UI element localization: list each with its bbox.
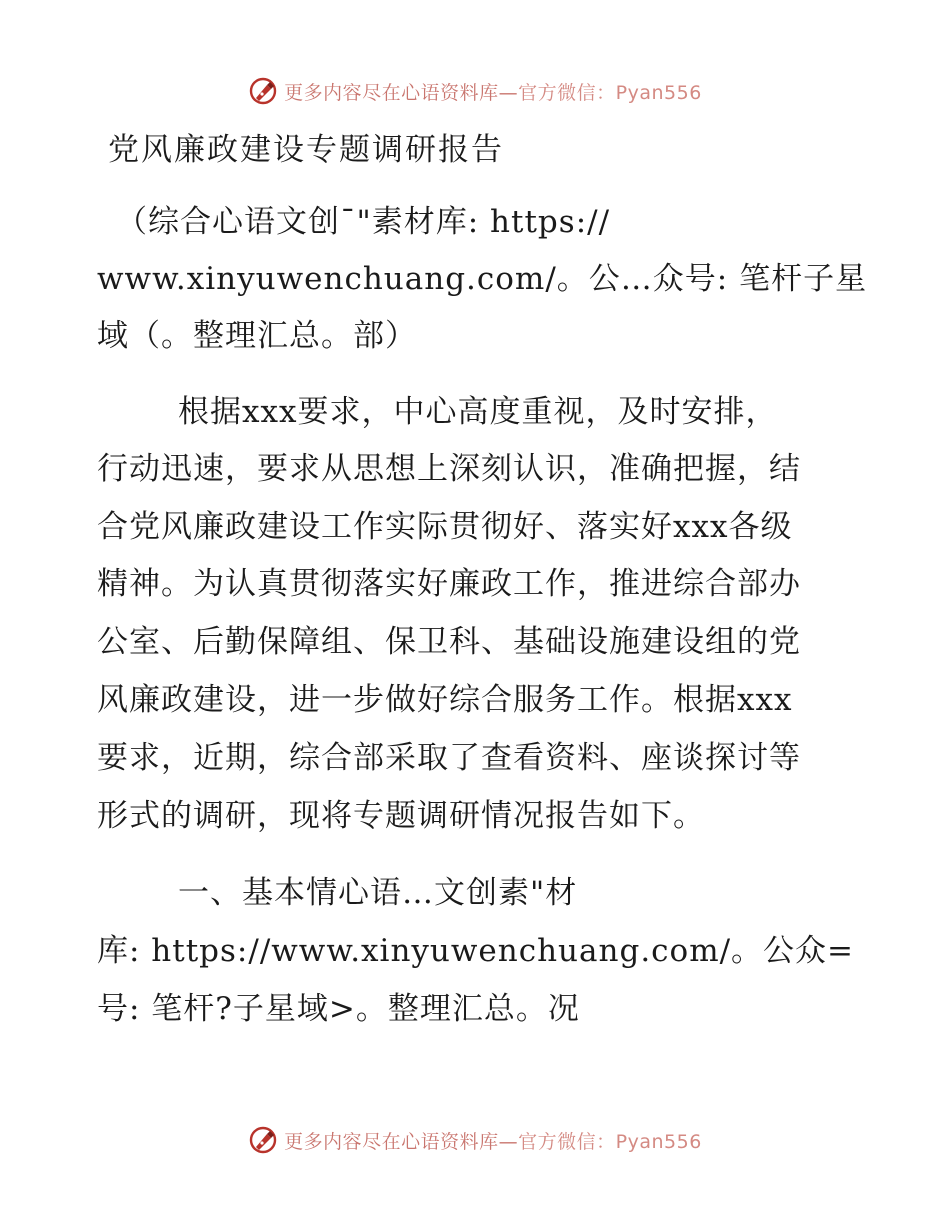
body-line: （综合心语文创¯"素材库: https:// xyxy=(116,204,611,240)
body-line: 形式的调研，现将专题调研情况报告如下。 xyxy=(97,798,705,834)
body-line: 精神。为认真贯彻落实好廉政工作，推进综合部办 xyxy=(97,566,801,602)
body-line: 合党风廉政建设工作实际贯彻好、落实好xxx各级 xyxy=(97,509,793,545)
document-title: 党风廉政建设专题调研报告 xyxy=(108,132,504,168)
body-line: 公室、后勤保障组、保卫科、基础设施建设组的党 xyxy=(97,624,801,660)
section-heading-line: 一、基本情心语…文创素"材 xyxy=(178,875,578,911)
pen-nib-logo-icon xyxy=(248,76,278,106)
footer-watermark-text: 更多内容尽在心语资料库—官方微信：Pyan556 xyxy=(284,1130,702,1153)
body-line: 库: https://www.xinyuwenchuang.com/。公众= xyxy=(97,933,855,969)
pen-nib-logo-icon xyxy=(248,1125,278,1155)
header-watermark-text: 更多内容尽在心语资料库—官方微信：Pyan556 xyxy=(284,81,702,104)
body-line: 行动迅速，要求从思想上深刻认识，准确把握，结 xyxy=(97,451,801,487)
body-line: 风廉政建设，进一步做好综合服务工作。根据xxx xyxy=(97,682,793,718)
body-line: 号: 笔杆?子星域>。整理汇总。况 xyxy=(97,991,580,1027)
body-line: www.xinyuwenchuang.com/。公…众号: 笔杆子星 xyxy=(97,261,868,297)
body-line: 域（。整理汇总。部） xyxy=(97,318,417,354)
body-line: 根据xxx要求，中心高度重视，及时安排， xyxy=(178,394,778,430)
body-line: 要求，近期，综合部采取了查看资料、座谈探讨等 xyxy=(97,740,801,776)
header-watermark-banner xyxy=(0,71,950,111)
footer-watermark-banner xyxy=(0,1120,950,1160)
